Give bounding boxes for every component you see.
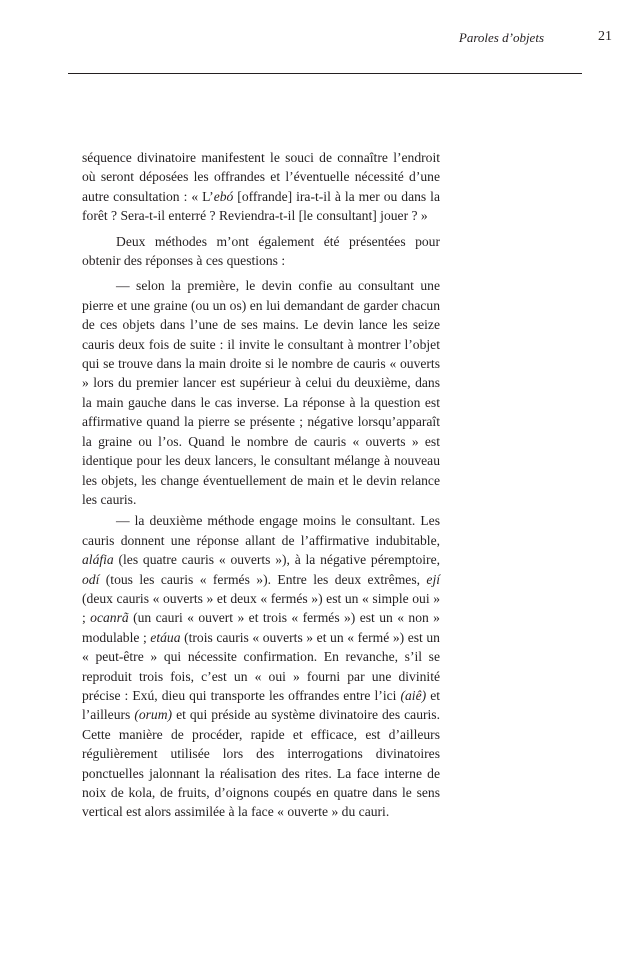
paragraph-1-text-a: séquence divinatoire manifestent le souci de connaître l’endroit où seront déposées les offrandes et l’éventuelle nécessité d’une autre consultation : « L’ xyxy=(82,150,440,204)
paragraph-4-text-d: (deux cauris « ouverts » et deux « fermés ») est un « simple oui » ; xyxy=(82,590,440,626)
paragraph-4 xyxy=(82,511,440,822)
header-rule xyxy=(68,73,582,74)
term-ocanra: ocanrã xyxy=(90,610,129,626)
body-text xyxy=(82,148,440,822)
page-number: 21 xyxy=(598,29,612,44)
paragraph-4-text-f: (trois cauris « ouverts » et un « fermé ») est un « peut-être » qui nécessite confirmation. En revanche, s’il se reproduit trois fois, c’est un « oui » fourni par une divinité précise : Exú, dieu qui transporte les offrandes entre l’ici xyxy=(82,629,440,703)
paragraph-4-text-h: et qui préside au système divinatoire des cauris. Cette manière de procéder, rapide et efficace, est d’ailleurs régulièrement utilisée lors des interrogations divinatoires ponctuelles jalonnant la réalisation des rites. La face interne de noix de kola, de fruits, d’oignons coupés en quatre dans le sens vertical est alors assimilée à la face « ouverte » du cauri. xyxy=(82,707,440,820)
term-etaua: etáua xyxy=(150,629,181,645)
paragraph-4-text-a: — la deuxième méthode engage moins le consultant. Les cauris donnent une réponse allant de l’affirmative indubitable, xyxy=(82,513,440,548)
paragraph-1-text-b: [offrande] ira-t-il à la mer ou dans la forêt ? Sera-t-il enterré ? Reviendra-t-il [le consultant] jouer ? » xyxy=(82,188,440,224)
term-aie: (aiê) xyxy=(400,687,427,703)
paragraph-1 xyxy=(82,148,440,226)
paragraph-4-text-g: et l’ailleurs xyxy=(82,687,441,723)
term-ebo: ebó xyxy=(213,188,234,204)
term-orum: (orum) xyxy=(134,707,173,723)
running-head xyxy=(68,28,614,50)
paragraph-4-text-e: (un cauri « ouvert » et trois « fermés ») est un « non » modulable ; xyxy=(82,610,440,645)
paragraph-3: — selon la première, le devin confie au consultant une pierre et une graine (ou un os) en lui demandant de garder chacun de ces objets dans l’une de ses mains. Le devin lance les seize cauris deux fois de suite : il invite le consultant à montrer l’objet qui se trouve dans la main droite si le nombre de cauris « ouverts » lors du premier lancer est supérieur à celui du deuxième, dans la main gauche dans le cas inverse. La réponse à la question est affirmative quand la pierre se présente ; négative lorsqu’apparaît la graine ou l’os. Quand le nombre de cauris « ouverts » est identique pour les deux lancers, le consultant mélange à nouveau les objets, les change éventuellement de main et le devin relance les cauris. xyxy=(82,278,440,507)
paragraph-4-text-c: (tous les cauris « fermés »). Entre les deux extrêmes, xyxy=(99,571,427,587)
term-eji: ejí xyxy=(426,571,440,587)
term-odi: odí xyxy=(82,571,100,587)
term-alafia: aláfia xyxy=(82,552,114,568)
running-title: Paroles d’objets xyxy=(458,30,544,45)
paragraph-4-text-b: (les quatre cauris « ouverts »), à la négative péremptoire, xyxy=(113,552,440,568)
paragraph-2: Deux méthodes m’ont également été présentées pour obtenir des réponses à ces questions : xyxy=(82,233,440,269)
